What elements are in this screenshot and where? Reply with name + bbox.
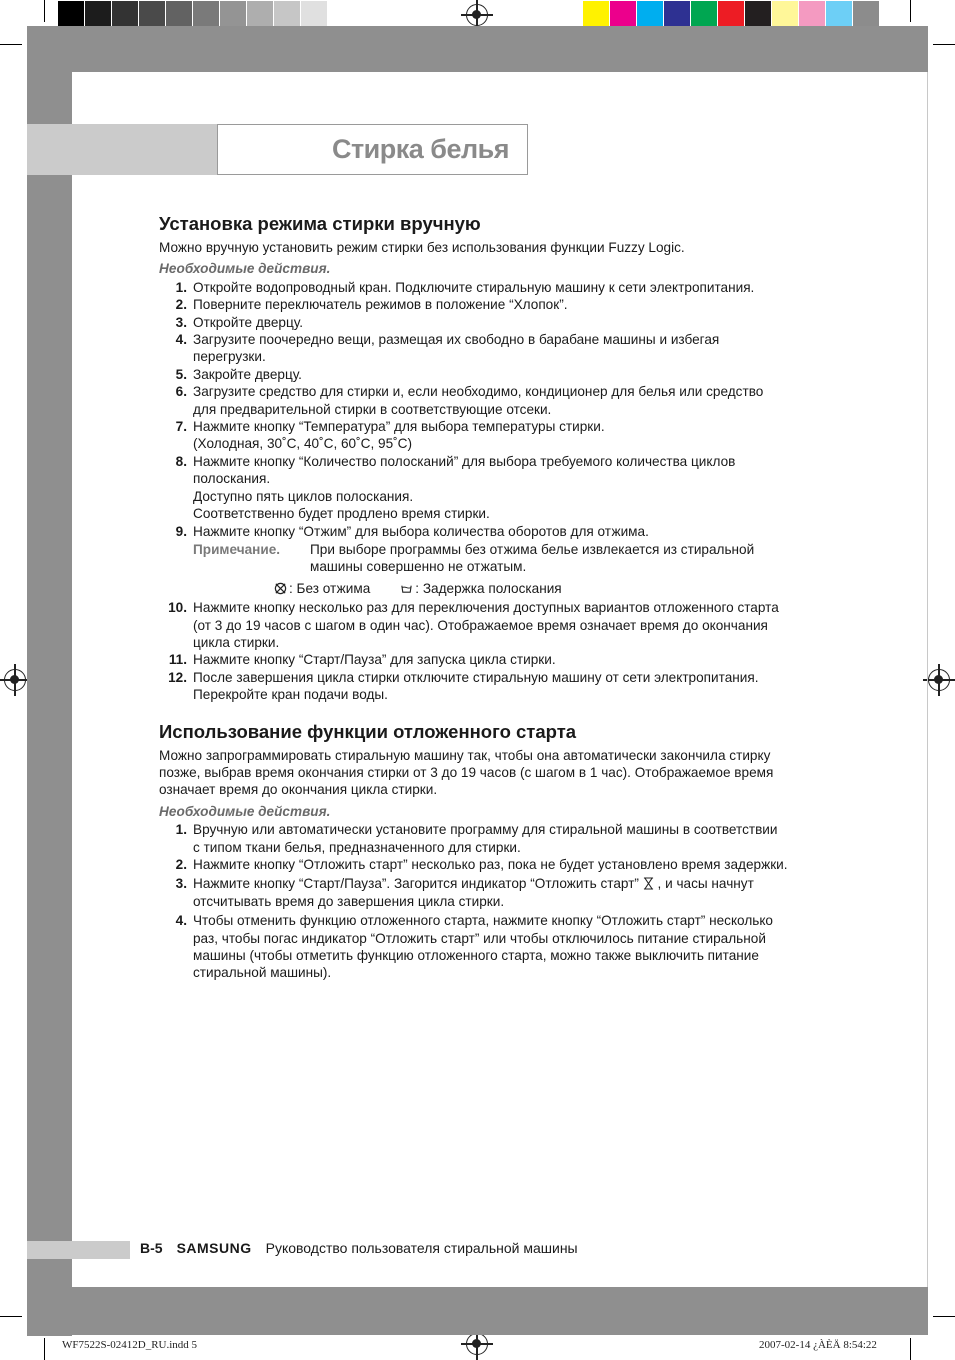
registration-mark-icon — [466, 1333, 488, 1355]
step-text: с типом ткани белья, предназначенного для стирки. — [193, 839, 521, 855]
step-number: 1. — [175, 822, 187, 838]
step-text: машины (чтобы отметить функцию отложенного старта, можно также выключить питание — [193, 948, 759, 964]
page-number: B-5 — [140, 1240, 163, 1256]
step-number: 8. — [175, 453, 187, 469]
brand-name: SAMSUNG — [176, 1240, 252, 1256]
step-text: стиральной машины). — [193, 965, 332, 981]
step-text: Закройте дверцу. — [193, 366, 302, 382]
step-text: Чтобы отменить функцию отложенного старта, нажмите кнопку “Отложить старт” несколько — [193, 913, 773, 929]
hourglass-icon — [643, 877, 654, 890]
rinse-hold-icon — [400, 582, 413, 595]
list-item — [159, 669, 849, 704]
step-text: отсчитывать время до завершения цикла стирки. — [193, 893, 505, 909]
section-intro: Можно вручную установить режим стирки без использования функции Fuzzy Logic. — [159, 240, 685, 255]
list-item — [159, 523, 849, 540]
list-item — [159, 331, 849, 366]
step-number: 9. — [175, 523, 187, 539]
steps-subhead: Необходимые действия. — [159, 803, 331, 819]
step-text: Нажмите кнопку “Отложить старт” несколько раз, пока не будет установлено время задержки. — [193, 857, 788, 872]
list-item — [159, 418, 849, 453]
step-text: После завершения цикла стирки отключите стиральную машину от сети электропитания. — [193, 669, 759, 685]
step-number: 11. — [168, 652, 187, 668]
step-text: Нажмите кнопку несколько раз для переключения доступных вариантов отложенного старта — [193, 600, 779, 616]
no-spin-label: : Без отжима — [289, 580, 371, 596]
page-frame-right — [927, 72, 928, 1287]
step-text: (от 3 до 19 часов с шагом в один час). Отображаемое время означает время до окончания — [193, 617, 768, 633]
note-line: машины совершенно не отжатым. — [310, 559, 527, 575]
crop-mark — [933, 44, 955, 45]
list-item — [159, 599, 849, 651]
step-text: Загрузите средство для стирки и, если необходимо, кондиционер для белья или средство — [193, 384, 764, 400]
step-number: 7. — [175, 419, 187, 435]
step-number: 6. — [175, 384, 187, 400]
steps-subhead: Необходимые действия. — [159, 261, 331, 277]
step-text: Загрузите поочередно вещи, размещая их свободно в барабане машины и избегая — [193, 332, 720, 348]
step-text: Нажмите кнопку “Количество полосканий” для выбора требуемого количества циклов — [193, 453, 736, 469]
step-text: Доступно пять циклов полоскания. — [193, 488, 414, 504]
step-text: перегрузки. — [193, 349, 266, 365]
step-number: 3. — [175, 876, 187, 892]
steps-list — [159, 821, 849, 873]
list-item — [159, 453, 849, 523]
steps-list-continued — [159, 599, 849, 703]
footer-text: Руководство пользователя стиральной машины — [265, 1240, 578, 1256]
page-title: Стирка белья — [331, 134, 509, 164]
list-item — [159, 383, 849, 418]
step-number: 5. — [175, 366, 187, 382]
crop-mark — [910, 1338, 911, 1360]
step-number: 2. — [175, 297, 187, 313]
crop-mark — [910, 0, 911, 22]
registration-mark-icon — [4, 669, 26, 691]
step-text: (Холодная, 30˚C, 40˚C, 60˚C, 95˚C) — [193, 436, 413, 452]
page-frame-bottom — [27, 1287, 928, 1335]
crop-mark — [44, 1338, 45, 1360]
note-label: Примечание. — [193, 541, 281, 557]
step-text: Нажмите кнопку “Отжим” для выбора количества оборотов для отжима. — [193, 523, 649, 539]
section-title-manual-wash: Установка режима стирки вручную — [159, 213, 481, 234]
crop-mark — [0, 44, 22, 45]
step-number: 1. — [175, 279, 187, 295]
page-frame-left — [27, 26, 72, 1336]
main-content — [159, 212, 849, 982]
list-item — [159, 856, 849, 873]
steps-list — [159, 279, 849, 540]
step-text: Перекройте кран подачи воды. — [193, 687, 388, 703]
step-number: 12. — [168, 669, 187, 685]
crop-mark — [0, 1316, 22, 1317]
print-slug-file: WF7522S-02412D_RU.indd 5 — [62, 1339, 198, 1351]
footer-band — [27, 1241, 130, 1259]
note-block — [159, 540, 849, 576]
step-text: для предварительной стирки в соответствующие отсеки. — [193, 401, 552, 417]
list-item — [159, 821, 849, 856]
step-number: 3. — [175, 314, 187, 330]
footer — [140, 1240, 578, 1256]
step-text: цикла стирки. — [193, 634, 280, 650]
list-item — [159, 875, 849, 910]
registration-mark-icon — [928, 669, 950, 691]
list-item — [159, 651, 849, 668]
title-band — [27, 124, 217, 175]
step-text: Нажмите кнопку “Старт/Пауза”. Загорится индикатор “Отложить старт” — [193, 876, 639, 892]
note-line: При выборе программы без отжима белье извлекается из стиральной — [310, 541, 755, 557]
step-text: Вручную или автоматически установите программу для стиральной машины в соответствии — [193, 822, 778, 838]
list-item — [159, 296, 849, 313]
list-item — [159, 366, 849, 383]
list-item — [159, 912, 849, 982]
registration-mark-icon — [466, 4, 488, 26]
step-number: 4. — [175, 913, 187, 929]
step-text: Нажмите кнопку “Температура” для выбора температуры стирки. — [193, 419, 605, 435]
print-slug-date: 2007-02-14 ¿ÀÈÄ 8:54:22 — [759, 1339, 877, 1351]
step-text: Поверните переключатель режимов в положение “Хлопок”. — [193, 297, 568, 313]
no-spin-icon — [274, 582, 287, 595]
list-item — [159, 314, 849, 331]
step-number: 2. — [175, 857, 187, 872]
section-intro: Можно запрограммировать стиральную машину так, чтобы она автоматически закончила стирку позже, выбрав время окончания стирки от 3 до 19 часов (с шагом в 1 час). Отображаемое время означает время до окончания цикла стирки. — [159, 747, 774, 798]
crop-mark — [44, 0, 45, 22]
step-text: раз, чтобы погас индикатор “Отложить старт” или чтобы отключилось питание стиральной — [193, 930, 766, 946]
step-text: Откройте дверцу. — [193, 314, 303, 330]
page-frame-top — [27, 26, 928, 72]
step-text: Откройте водопроводный кран. Подключите стиральную машину к сети электропитания. — [193, 279, 755, 295]
rinse-hold-label: : Задержка полоскания — [415, 580, 562, 596]
step-text: Нажмите кнопку “Старт/Пауза” для запуска цикла стирки. — [193, 652, 556, 668]
note-icons-row — [274, 580, 849, 597]
title-box — [217, 124, 528, 175]
step-text: Соответственно будет продлено время стирки. — [193, 506, 490, 522]
step-text: полоскания. — [193, 471, 271, 487]
step-text: , и часы начнут — [657, 876, 754, 892]
step-number: 4. — [175, 332, 187, 348]
steps-list — [159, 912, 849, 982]
crop-mark — [933, 1316, 955, 1317]
step-number: 10. — [168, 600, 187, 616]
list-item — [159, 279, 849, 296]
section-title-delay-start: Использование функции отложенного старта — [159, 720, 577, 742]
